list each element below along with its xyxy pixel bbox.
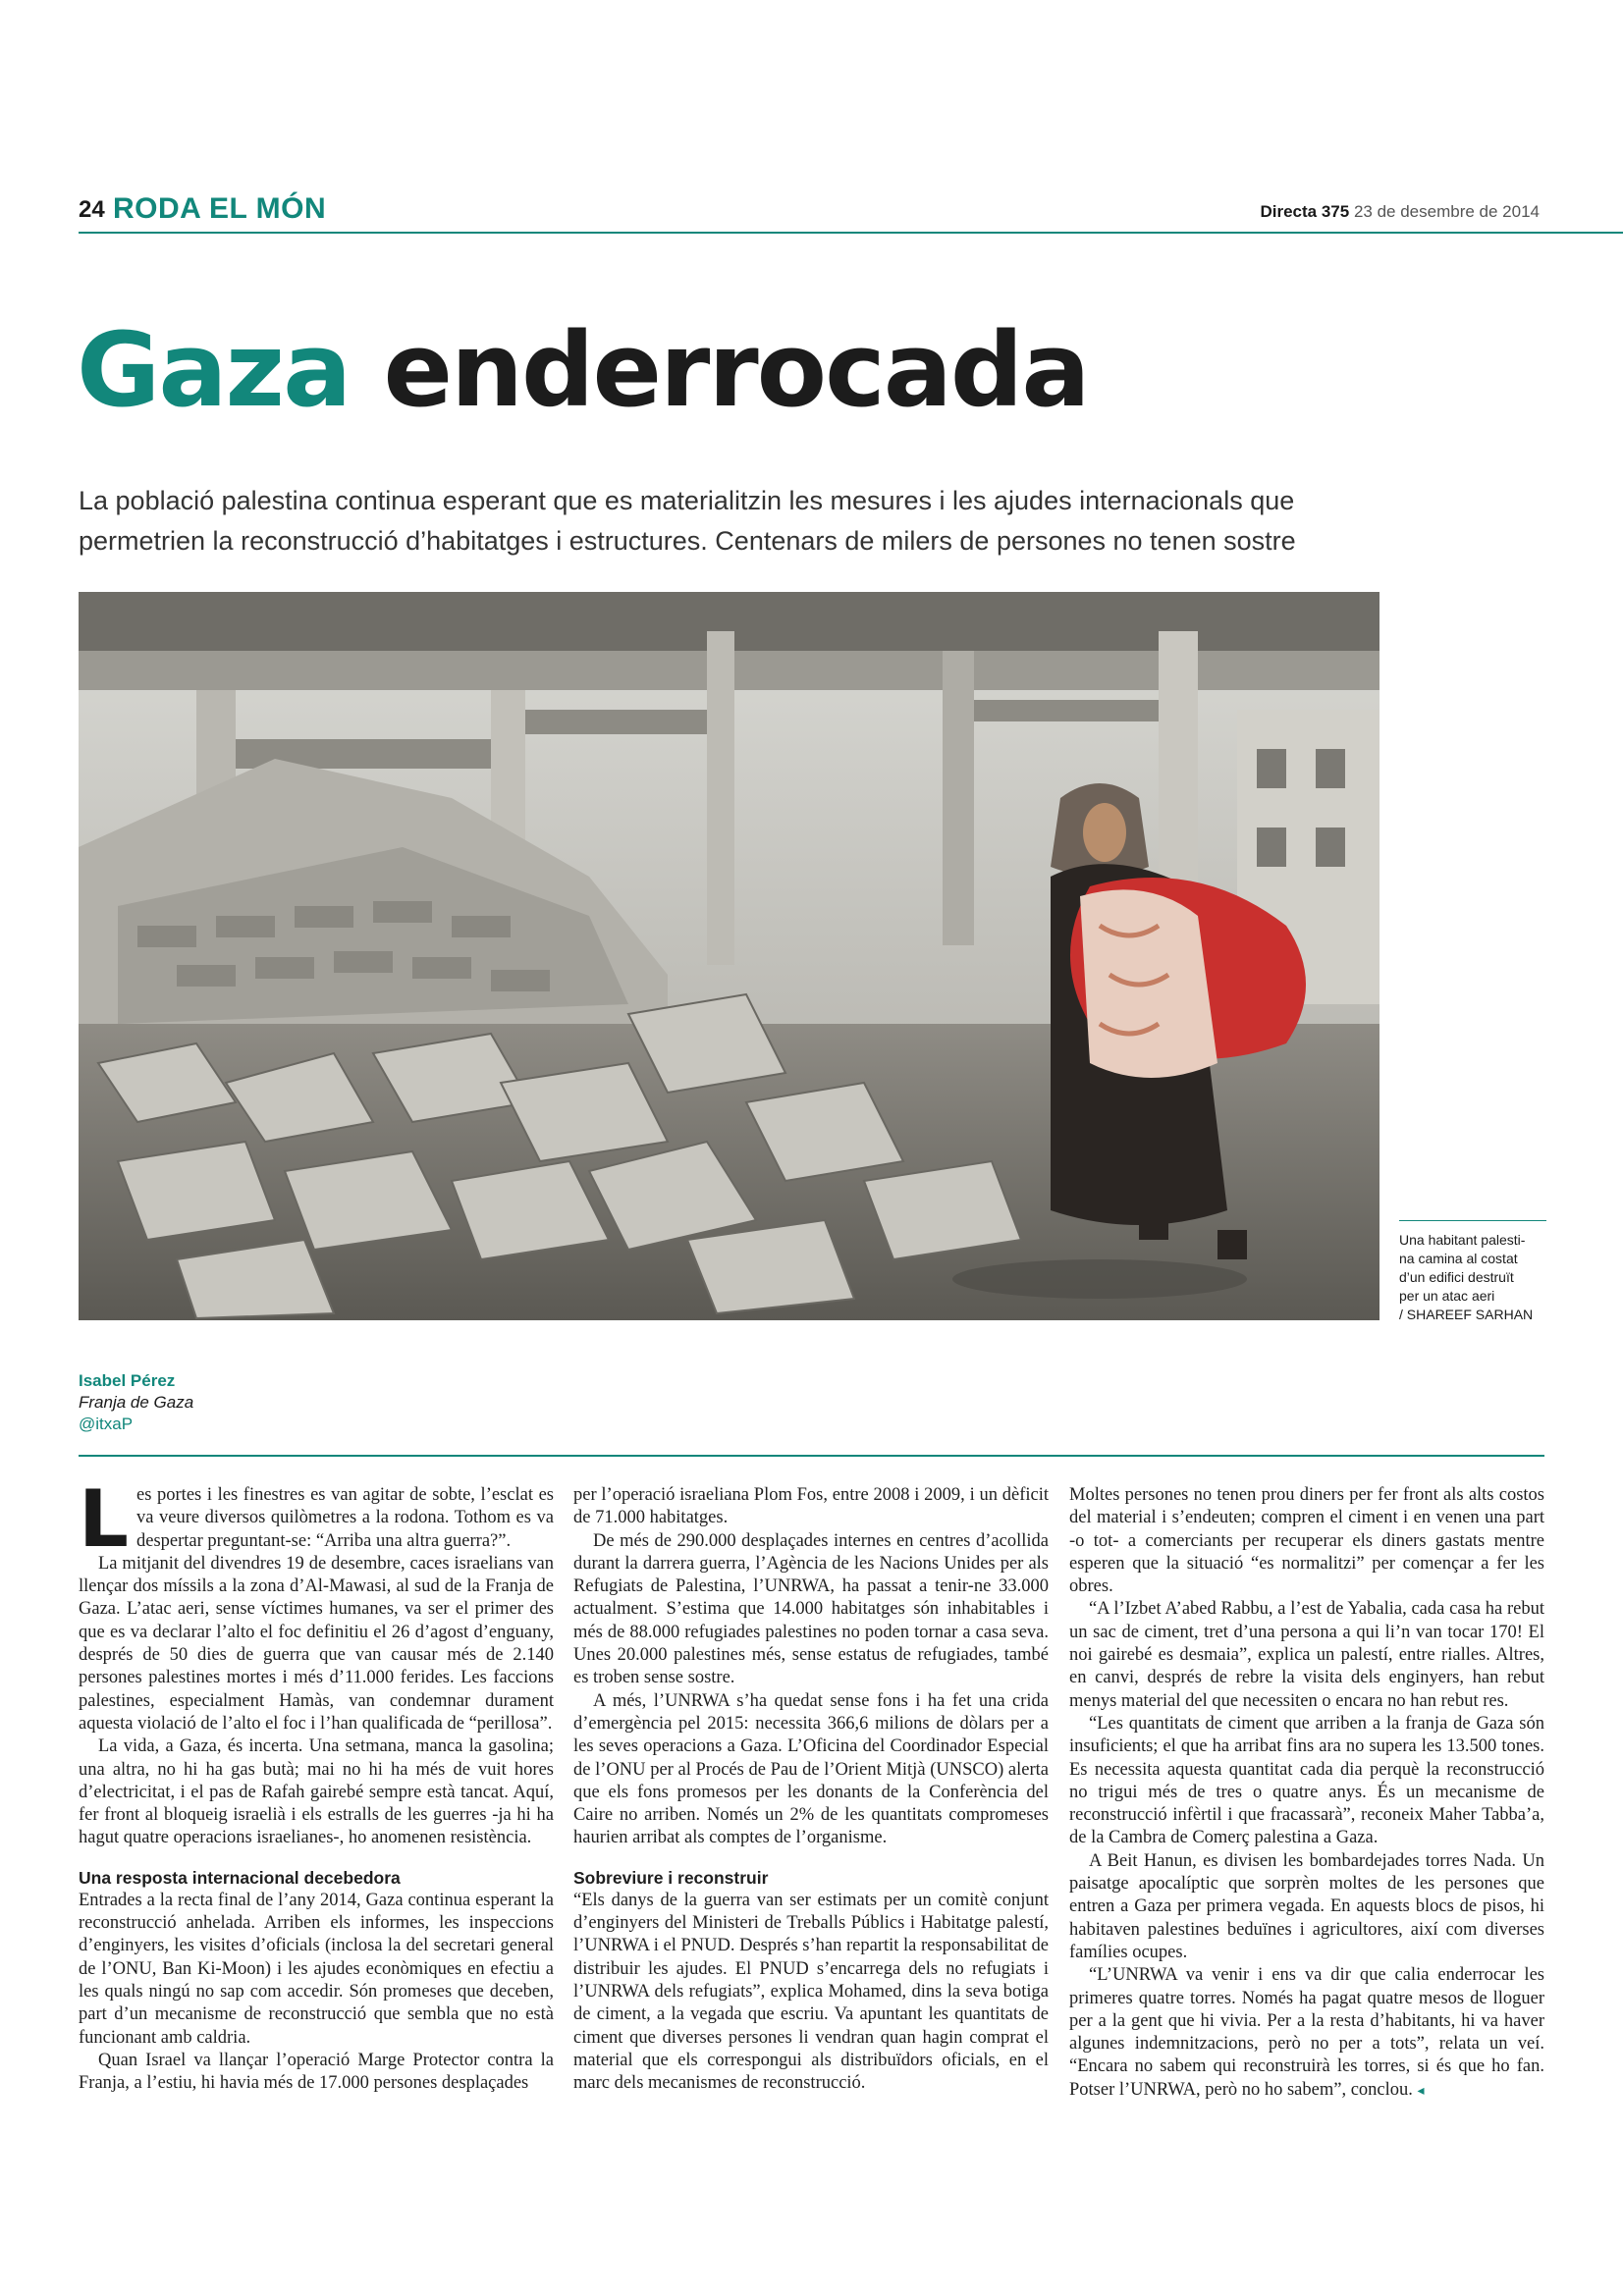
page-number: 24 xyxy=(79,196,105,223)
lede-line: permetrien la reconstrucció d’habitatges i estructures. Centenars de milers de persones no tenen sostre xyxy=(79,526,1296,556)
paragraph: La vida, a Gaza, és incerta. Una setmana, manca la gasolina; una altra, no hi ha gas butà; mai no hi ha més de vuit hores d’electricitat, i el pas de Rafah gairebé sempre està tancat. Aquí, fer front al bloqueig israelià i els estralls de les guerres -ja hi ha hagut quatre operacions israelianes-, ho anomenen resistència. xyxy=(79,1736,554,1848)
paragraph: Entrades a la recta final de l’any 2014, Gaza continua esperant la reconstrucció anhelada. Arriben els informes, les inspeccions d’enginyers, les visites d’oficials (inclosa la del secretari general de l’ONU, Ban Ki-Moon) i les ajudes econòmiques en efectiu a les quals ningú no sap com accedir. Són promeses que deceben, part d’un mecanisme de reconstrucció que sembla que no està funcionant amb caldria. xyxy=(79,1890,554,2048)
headline xyxy=(77,310,1089,430)
end-mark-icon: ◂ xyxy=(1417,2083,1425,2099)
article-column-3 xyxy=(1069,1484,1544,2103)
paragraph: A més, l’UNRWA s’ha quedat sense fons i ha fet una crida d’emergència pel 2015: necessita 366,6 milions de dòlars per a les seves operacions a Gaza. L’Oficina del Coordinador Especial de l’ONU per al Procés de Pau de l’Orient Mitjà (UNSCO) alerta que els fons promesos per les donants de la Conferència del Caire no arriben. Només un 2% de les quantitats compromeses haurien arribat als comptes de l’organisme. xyxy=(573,1690,1049,1848)
paragraph: Quan Israel va llançar l’operació Marge Protector contra la Franja, a l’estiu, hi havia més de 17.000 persones desplaçades xyxy=(79,2050,554,2094)
author-name: Isabel Pérez xyxy=(79,1371,176,1390)
headline-accent: Gaza xyxy=(77,310,351,430)
lede xyxy=(79,481,1394,561)
caption-line: per un atac aeri xyxy=(1399,1288,1495,1304)
photo-ruined-building xyxy=(79,592,1380,1320)
subheading: Sobreviure i reconstruir xyxy=(573,1867,769,1888)
headline-rest: enderrocada xyxy=(383,310,1089,430)
byline xyxy=(79,1370,193,1435)
caption-line: Una habitant palesti- xyxy=(1399,1232,1526,1248)
paragraph: “Els danys de la guerra van ser estimats per un comitè conjunt d’enginyers del Ministeri de Treballs Públics i Habitatge palestí, l’UNRWA i el PNUD. Després s’han repartit la responsabilitat de distribuir les ajudes. El PNUD s’encarrega dels no refugiats i l’UNRWA dels refugiats”, explica Mohamed, dins la seva botiga de ciment, a la vegada que escriu. Va apuntant les quantitats de ciment que diverses persones li vendran quan hagin comprat el material que els correspongui als distribuïdors oficials, en el marc dels mecanismes de reconstrucció. xyxy=(573,1890,1049,2094)
header-rule xyxy=(79,232,1623,234)
issue-info xyxy=(1260,202,1540,222)
publication-name: Directa 375 xyxy=(1260,202,1350,221)
paragraph: Les portes i les finestres es van agitar de sobte, l’esclat es va veure diversos quilòmetres a la rodona. Tothom es va despertar preguntant-se: “Arriba una altra guerra?”. xyxy=(79,1473,554,1565)
caption-credit: / SHAREEF SARHAN xyxy=(1399,1307,1534,1322)
caption-rule xyxy=(1399,1220,1546,1221)
paragraph: A Beit Hanun, es divisen les bombardejades torres Nada. Un paisatge apocalíptic que sorprèn moltes de les persones que entren a Gaza per primera vegada. En aquests blocs de pisos, hi habitaven palestines beduïnes i agricultores, així com diverses famílies ocupes. xyxy=(1069,1850,1544,1962)
caption-line: na camina al costat xyxy=(1399,1251,1518,1266)
article-column-1 xyxy=(79,1473,554,2095)
paragraph: La mitjanit del divendres 19 de desembre, caces israelians van llençar dos míssils a la zona d’Al-Mawasi, al sud de la Franja de Gaza. L’atac aeri, sense víctimes humanes, va ser el primer des que es va declarar l’alto el foc definitiu el 26 d’agost d’enguany, després de 50 dies de guerra que van causar més de 2.140 persones palestines mortes i més d’11.000 ferides. Les faccions palestines, especialment Hamàs, van condemnar durament aquesta violació de l’alto el foc i l’han qualificada de “perillosa”. xyxy=(79,1553,554,1734)
drop-cap: L xyxy=(79,1473,129,1565)
paragraph: De més de 290.000 desplaçades internes en centres d’acollida durant la darrera guerra, l’Agència de les Nacions Unides per als Refugiats de Palestina, l’UNRWA, ha passat a tenir-ne 33.000 actualment. S’estima que 14.000 habitatges són inhabitables i més de 88.000 refugiades palestines no poden tornar a casa seva. Unes 20.000 palestines més, sense estatus de refugiades, també es troben sense sostre. xyxy=(573,1530,1049,1688)
caption-line: d’un edifici destruït xyxy=(1399,1269,1514,1285)
paragraph: “A l’Izbet A’abed Rabbu, a l’est de Yabalia, cada casa ha rebut un sac de ciment, tret d’una persona a qui li’n van tocar 170! El noi gairebé es desmaia”, explica un palestí, entre rialles. Altres, en canvi, després de rebre la visita dels enginyers, han rebut menys material del que necessiten o encara no han rebut res. xyxy=(1069,1599,1544,1711)
photo-caption xyxy=(1399,1231,1546,1324)
paragraph: Moltes persones no tenen prou diners per fer front als alts costos del material i s’endeuten; compren el ciment i en venen una part -o tot- a comerciants per recuperar els diners gastats mentre esperen que la situació “es normalitzi” per començar a fer les obres. xyxy=(1069,1485,1544,1597)
paragraph: per l’operació israeliana Plom Fos, entre 2008 i 2009, i un dèficit de 71.000 habitatges. xyxy=(573,1485,1049,1528)
lede-line: La població palestina continua esperant que es materialitzin les mesures i les ajudes internacionals que xyxy=(79,486,1295,515)
paragraph: “L’UNRWA va venir i ens va dir que calia enderrocar les primeres quatre torres. Només ha pagat quatre mesos de lloguer per a la gent que hi vivia. Per a la resta d’habitants, hi va haver algunes indemnitzacions, però no per a tots”, relata un veí. “Encara no sabem qui reconstruirà les torres, si és que ho fan. Potser l’UNRWA, però no ho sabem”, conclou. ◂ xyxy=(1069,1965,1544,2100)
article-column-2 xyxy=(573,1484,1049,2095)
paragraph: “Les quantitats de ciment que arriben a la franja de Gaza són insuficients; el que ha arribat fins ara no supera les 13.500 tones. Es necessita aquesta quantitat cada dia perquè la reconstrucció no trigui més de tres o quatre anys. És un mecanisme de reconstrucció infèrtil i que fracassarà”, reconeix Maher Tabba’a, de la Cambra de Comerç palestina a Gaza. xyxy=(1069,1713,1544,1848)
subheading: Una resposta internacional decebedora xyxy=(79,1867,401,1888)
issue-date: 23 de desembre de 2014 xyxy=(1353,202,1540,221)
author-location: Franja de Gaza xyxy=(79,1393,194,1412)
section-title: RODA EL MÓN xyxy=(113,192,327,225)
body-rule xyxy=(79,1455,1544,1457)
author-handle[interactable]: @itxaP xyxy=(79,1415,134,1433)
